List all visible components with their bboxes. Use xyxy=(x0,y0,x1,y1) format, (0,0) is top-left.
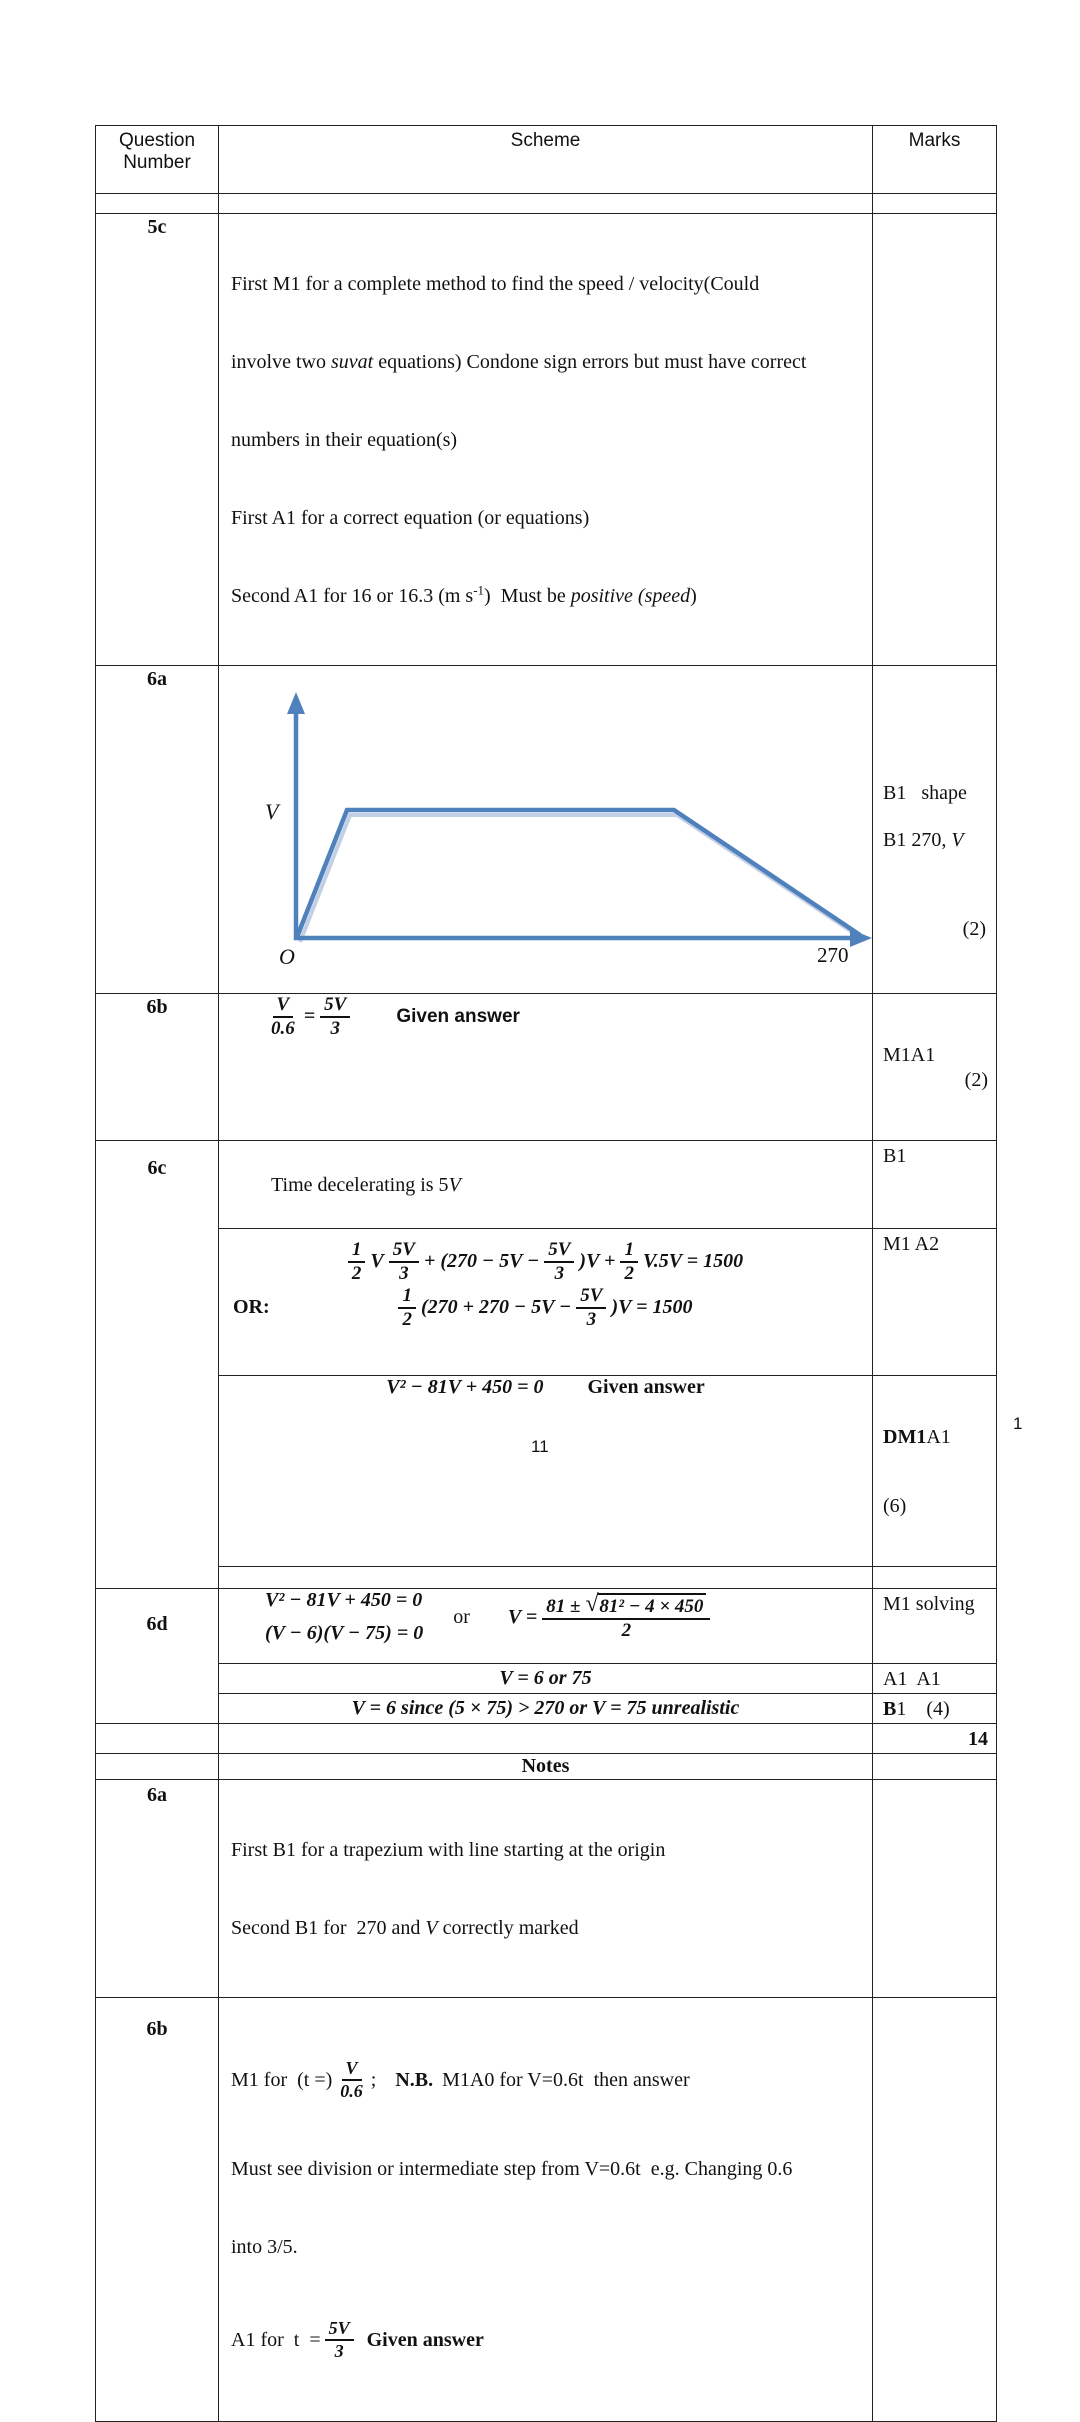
mark-scheme-table xyxy=(95,125,997,2422)
text-line: M1 for (t =) $\frac{V}{0.6}$ ; N.B. M1A0 for V=0.6t then answer xyxy=(231,2058,690,2102)
scheme-cell-6b xyxy=(219,994,873,1141)
equation-6c-alt: OR: $\frac{1}{2}$ (270 + 270 − 5V − $\frac{5V}{3}$ )V = 1500 xyxy=(233,1284,693,1330)
scheme-cell-6d-2: V = 6 or 75 xyxy=(219,1664,873,1694)
row-6c-4 xyxy=(96,1567,997,1589)
row-6c-2 xyxy=(96,1229,997,1376)
marks-cell-6b xyxy=(873,994,997,1141)
mark-subtotal: (6) xyxy=(883,1495,907,1517)
question-label-6d: 6d xyxy=(96,1589,219,1724)
given-answer-label: Given answer xyxy=(587,1376,705,1398)
mark-item: M1A1 xyxy=(883,1044,936,1066)
header-question-number: Question Number xyxy=(96,126,219,194)
row-5c xyxy=(96,214,997,666)
corner-page-number: 1 xyxy=(1013,1414,1023,1433)
velocity-time-graph xyxy=(219,666,873,988)
notes-marks-6a xyxy=(873,1780,997,1998)
question-label-5c: 5c xyxy=(96,214,219,666)
row-6d-1 xyxy=(96,1589,997,1664)
header-marks: Marks xyxy=(873,126,997,194)
text-line: into 3/5. xyxy=(231,2236,298,2259)
mark-item: DM1A1 xyxy=(883,1426,951,1448)
trapezium-line xyxy=(297,810,860,937)
text-line: First A1 for a correct equation (or equations) xyxy=(231,507,590,529)
given-answer-label: Given answer xyxy=(396,1005,520,1027)
marks-cell-6d-1: M1 solving xyxy=(873,1589,997,1664)
marks-cell-5c xyxy=(873,214,997,666)
notes-marks-6b xyxy=(873,1998,997,2422)
spacer-row xyxy=(96,194,997,214)
scheme-cell-6c-3 xyxy=(219,1376,873,1567)
equation-6c-result: V² − 81V + 450 = 0 xyxy=(386,1376,544,1398)
question-label-6b: 6b xyxy=(96,994,219,1141)
scheme-cell-5c xyxy=(219,214,873,666)
question-label-6a: 6a xyxy=(96,666,219,994)
notes-heading: Notes xyxy=(219,1754,873,1780)
given-answer-label: Given answer xyxy=(366,2328,484,2351)
text-line: numbers in their equation(s) xyxy=(231,429,458,451)
row-6a xyxy=(96,666,997,994)
text-line: Must see division or intermediate step from V=0.6t e.g. Changing 0.6 xyxy=(231,2158,793,2181)
scheme-cell-6c-1: Time decelerating is 5V xyxy=(219,1141,873,1229)
row-6c-3 xyxy=(96,1376,997,1567)
mark-item: B1 270, V xyxy=(883,829,964,851)
row-notes-title xyxy=(96,1754,997,1780)
mark-subtotal: (2) xyxy=(964,1069,988,1091)
notes-cell-6a xyxy=(219,1780,873,1998)
scheme-cell-6d-1 xyxy=(219,1589,873,1664)
equation-6b: $\frac{V}{0.6}$ = $\frac{5V}{3}$ xyxy=(267,994,350,1040)
equation-6c-main: $\frac{1}{2}$ V $\frac{5V}{3}$ + (270 − 5V − $\frac{5V}{3}$ )V + $\frac{1}{2}$ V.5V = 1500 xyxy=(219,1239,872,1285)
marks-cell-6c-2: M1 A2 xyxy=(873,1229,997,1376)
notes-cell-6b xyxy=(219,1998,873,2422)
text-line: First M1 for a complete method to find the speed / velocity(Could xyxy=(231,273,760,295)
row-6d-3 xyxy=(96,1694,997,1724)
row-notes-6a xyxy=(96,1780,997,1998)
row-notes-6b xyxy=(96,1998,997,2422)
question-label-6c: 6c xyxy=(96,1141,219,1589)
marks-cell-6a xyxy=(873,666,997,994)
y-axis-arrowhead-icon xyxy=(287,692,305,714)
text-line: First B1 for a trapezium with line starting at the origin xyxy=(231,1839,666,1861)
marks-cell-6c-3 xyxy=(873,1376,997,1567)
header-scheme: Scheme xyxy=(219,126,873,194)
graph-ylabel: V xyxy=(265,799,279,824)
page-number: 11 xyxy=(531,1437,549,1456)
or-word: or xyxy=(453,1605,470,1628)
question-label-notes-6a: 6a xyxy=(96,1780,219,1998)
radical-icon: √ xyxy=(585,1590,599,1617)
text-line: A1 for t = $\frac{5V}{3}$ Given answer xyxy=(231,2318,484,2362)
total-marks: 14 xyxy=(873,1724,997,1754)
question-label-notes-6b: 6b xyxy=(96,1998,219,2422)
row-total xyxy=(96,1724,997,1754)
text-line: Second A1 for 16 or 16.3 (m $s^{-1}$) Must be positive (speed) xyxy=(231,582,697,607)
text-line: Second B1 for 270 and V correctly marked xyxy=(231,1917,579,1939)
text-line: involve two suvat equations) Condone sign errors but must have correct xyxy=(231,351,807,373)
mark-item: B1 shape xyxy=(883,782,967,804)
or-label: OR: xyxy=(233,1295,270,1318)
row-6b xyxy=(96,994,997,1141)
header-row xyxy=(96,126,997,194)
graph-origin-label: O xyxy=(279,944,295,969)
mark-subtotal: (2) xyxy=(962,918,986,940)
graph-xmax-label: 270 xyxy=(817,943,849,967)
row-6d-2 xyxy=(96,1664,997,1694)
scheme-cell-6c-2 xyxy=(219,1229,873,1376)
row-6c-1 xyxy=(96,1141,997,1229)
equation-6d-quadratic-formula: V = 81 ± √ 81² − 4 × 450 2 xyxy=(508,1593,711,1642)
marks-cell-6c-1: B1 xyxy=(873,1141,997,1229)
equation-6d-factorising: V² − 81V + 450 = 0 (V − 6)(V − 75) = 0 xyxy=(265,1589,424,1644)
scheme-cell-6d-3: V = 6 since (5 × 75) > 270 or V = 75 unrealistic xyxy=(219,1694,873,1724)
marks-cell-6d-2: A1 A1 xyxy=(873,1664,997,1694)
scheme-cell-6a xyxy=(219,666,873,994)
marks-cell-6d-3: B1 (4) xyxy=(873,1694,997,1724)
